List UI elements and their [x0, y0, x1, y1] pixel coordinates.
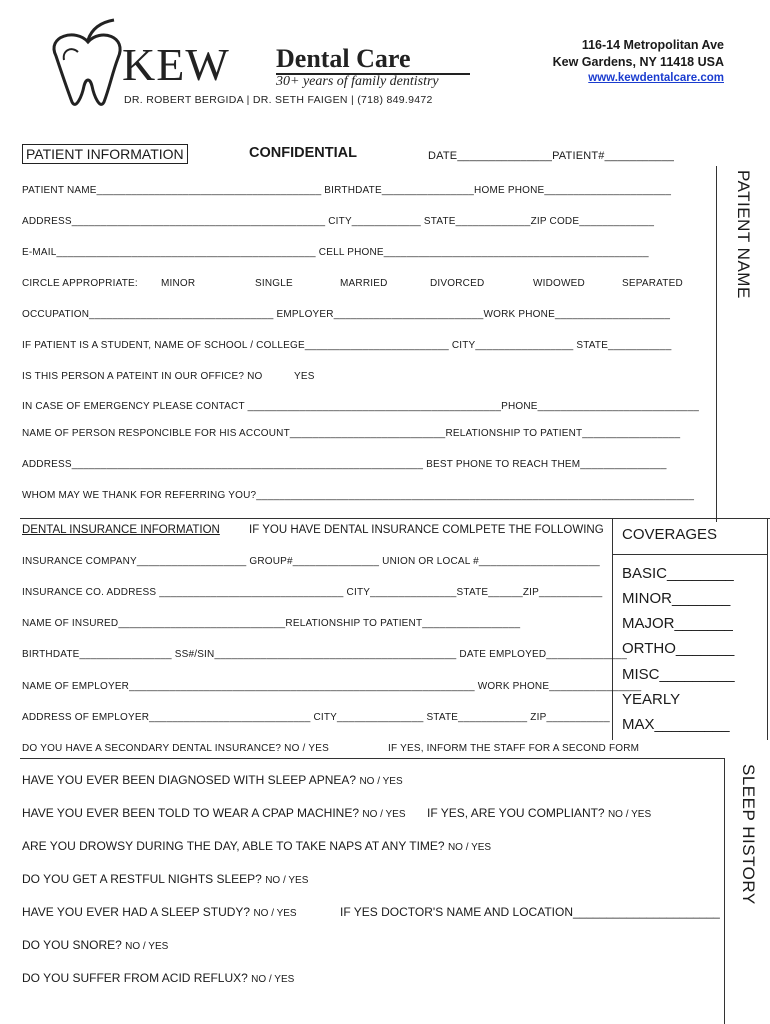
employer-address-row[interactable]: ADDRESS OF EMPLOYER____________________________ CITY_______________ STATE____________ ZIP___________ — [22, 712, 610, 723]
patient-section-side-divider — [716, 166, 717, 522]
website-link[interactable]: www.kewdentalcare.com — [588, 72, 724, 84]
responsible-address-row[interactable]: ADDRESS_____________________________________________________________ BEST PHONE TO REACH THEM_______________ — [22, 459, 667, 470]
coverage-max[interactable]: MAX_________ — [622, 716, 730, 733]
doctors-line: DR. ROBERT BERGIDA | DR. SETH FAIGEN | (718) 849.9472 — [124, 94, 433, 106]
address-line-1: 116-14 Metropolitan Ave — [581, 38, 724, 52]
sleep-q-drowsy[interactable] — [22, 839, 491, 853]
sleep-q-restful-answer[interactable]: NO / YES — [265, 875, 309, 886]
tooth-apple-icon — [36, 16, 136, 111]
option-widowed[interactable]: WIDOWED — [533, 278, 585, 289]
sleep-q-apnea-answer[interactable]: NO / YES — [359, 776, 403, 787]
insured-name-row[interactable]: NAME OF INSURED_____________________________RELATIONSHIP TO PATIENT_________________ — [22, 618, 521, 629]
confidential-label: CONFIDENTIAL — [249, 145, 357, 161]
sleep-top-divider — [20, 758, 725, 759]
insurance-subtitle: IF YOU HAVE DENTAL INSURANCE COMLPETE THE FOLLOWING — [249, 524, 604, 536]
sleep-q-apnea-text: HAVE YOU EVER BEEN DIAGNOSED WITH SLEEP APNEA? — [22, 773, 357, 787]
occupation-row[interactable]: OCCUPATION________________________________ EMPLOYER__________________________WORK PHONE____________________ — [22, 309, 671, 320]
sleep-q-restful-text: DO YOU GET A RESTFUL NIGHTS SLEEP? — [22, 872, 262, 886]
coverage-yearly: YEARLY — [622, 691, 681, 708]
coverages-title-divider — [612, 554, 768, 555]
email-row[interactable]: E-MAIL_____________________________________________ CELL PHONE______________________________________________ — [22, 247, 649, 258]
sleep-q-apnea[interactable] — [22, 773, 403, 787]
coverage-major[interactable]: MAJOR_______ — [622, 615, 733, 632]
sleep-q-cpap[interactable] — [22, 806, 406, 820]
sleep-q-study-text: HAVE YOU EVER HAD A SLEEP STUDY? — [22, 905, 251, 919]
sleep-q-reflux[interactable] — [22, 971, 294, 985]
sleep-q-snore-text: DO YOU SNORE? — [22, 938, 122, 952]
address-row[interactable]: ADDRESS____________________________________________ CITY____________ STATE_____________ZIP CODE_____________ — [22, 216, 655, 227]
sleep-q-drowsy-text: ARE YOU DROWSY DURING THE DAY, ABLE TO TAKE NAPS AT ANY TIME? — [22, 839, 445, 853]
insurance-address-row[interactable]: INSURANCE CO. ADDRESS ________________________________ CITY_______________STATE______ZIP___________ — [22, 587, 603, 598]
secondary-insurance-question[interactable]: DO YOU HAVE A SECONDARY DENTAL INSURANCE? NO / YES — [22, 743, 329, 754]
sleep-study-doctor-field[interactable]: IF YES DOCTOR'S NAME AND LOCATION______________________ — [340, 905, 720, 919]
secondary-insurance-note: IF YES, INFORM THE STAFF FOR A SECOND FORM — [388, 743, 640, 754]
in-office-yes[interactable]: YES — [294, 371, 315, 382]
sleep-q-snore[interactable] — [22, 938, 168, 952]
sleep-q-compliant-answer[interactable]: NO / YES — [607, 809, 652, 820]
patient-name-side-label: PATIENT NAME — [734, 170, 753, 299]
referral-row[interactable]: WHOM MAY WE THANK FOR REFERRING YOU?____________________________________________________________________________ — [22, 490, 695, 501]
insured-birthdate-row[interactable]: BIRTHDATE________________ SS#/SIN__________________________________________ DATE EMPLOYED______________ — [22, 649, 627, 660]
date-patient-number-field[interactable]: DATE_______________PATIENT#___________ — [428, 150, 675, 162]
option-separated[interactable]: SEPARATED — [622, 278, 683, 289]
coverage-ortho[interactable]: ORTHO_______ — [622, 640, 735, 657]
sleep-q-study[interactable] — [22, 905, 297, 919]
sleep-q-compliant-text: IF YES, ARE YOU COMPLIANT? — [427, 806, 605, 820]
option-married[interactable]: MARRIED — [340, 278, 388, 289]
sleep-history-side-label: SLEEP HISTORY — [739, 764, 758, 905]
coverage-right-divider — [767, 518, 768, 740]
responsible-person-row[interactable]: NAME OF PERSON RESPONCIBLE FOR HIS ACCOUNT___________________________RELATIONSHIP TO PATIENT_________________ — [22, 428, 681, 439]
patient-name-row[interactable]: PATIENT NAME_______________________________________ BIRTHDATE________________HOME PHONE______________________ — [22, 185, 672, 196]
sleep-q-cpap-answer[interactable]: NO / YES — [362, 809, 406, 820]
option-minor[interactable]: MINOR — [161, 278, 196, 289]
logo-dental-care-text: Dental Care — [276, 44, 411, 73]
in-office-question[interactable]: IS THIS PERSON A PATEINT IN OUR OFFICE? NO — [22, 371, 263, 382]
patient-info-title: PATIENT INFORMATION — [22, 144, 188, 164]
logo-kew-text: KEW — [122, 39, 230, 90]
insurance-title: DENTAL INSURANCE INFORMATION — [22, 524, 220, 536]
insurance-top-divider — [20, 518, 770, 519]
insured-employer-row[interactable]: NAME OF EMPLOYER____________________________________________________________ WORK PHONE________________ — [22, 681, 642, 692]
coverage-minor[interactable]: MINOR_______ — [622, 590, 731, 607]
sleep-q-cpap-text: HAVE YOU EVER BEEN TOLD TO WEAR A CPAP MACHINE? — [22, 806, 359, 820]
option-divorced[interactable]: DIVORCED — [430, 278, 485, 289]
student-school-row[interactable]: IF PATIENT IS A STUDENT, NAME OF SCHOOL / COLLEGE_________________________ CITY_________________ STATE___________ — [22, 340, 672, 351]
coverage-misc[interactable]: MISC_________ — [622, 666, 735, 683]
coverage-left-divider — [612, 518, 613, 740]
coverages-title: COVERAGES — [622, 526, 718, 543]
sleep-q-snore-answer[interactable]: NO / YES — [125, 941, 169, 952]
logo-tagline: 30+ years of family dentistry — [276, 74, 439, 89]
sleep-q-compliant[interactable] — [427, 806, 651, 820]
sleep-q-reflux-text: DO YOU SUFFER FROM ACID REFLUX? — [22, 971, 248, 985]
sleep-q-drowsy-answer[interactable]: NO / YES — [447, 842, 492, 853]
emergency-contact-row[interactable]: IN CASE OF EMERGENCY PLEASE CONTACT ____________________________________________PHONE____________________________ — [22, 401, 699, 412]
coverage-basic[interactable]: BASIC________ — [622, 565, 734, 582]
sleep-q-restful[interactable] — [22, 872, 308, 886]
address-line-2: Kew Gardens, NY 11418 USA — [552, 55, 724, 69]
circle-appropriate-label: CIRCLE APPROPRIATE: — [22, 278, 138, 289]
sleep-side-divider — [724, 758, 725, 1024]
option-single[interactable]: SINGLE — [255, 278, 293, 289]
sleep-q-reflux-answer[interactable]: NO / YES — [251, 974, 295, 985]
insurance-company-row[interactable]: INSURANCE COMPANY___________________ GROUP#_______________ UNION OR LOCAL #_____________________ — [22, 556, 600, 567]
sleep-q-study-answer[interactable]: NO / YES — [253, 908, 297, 919]
